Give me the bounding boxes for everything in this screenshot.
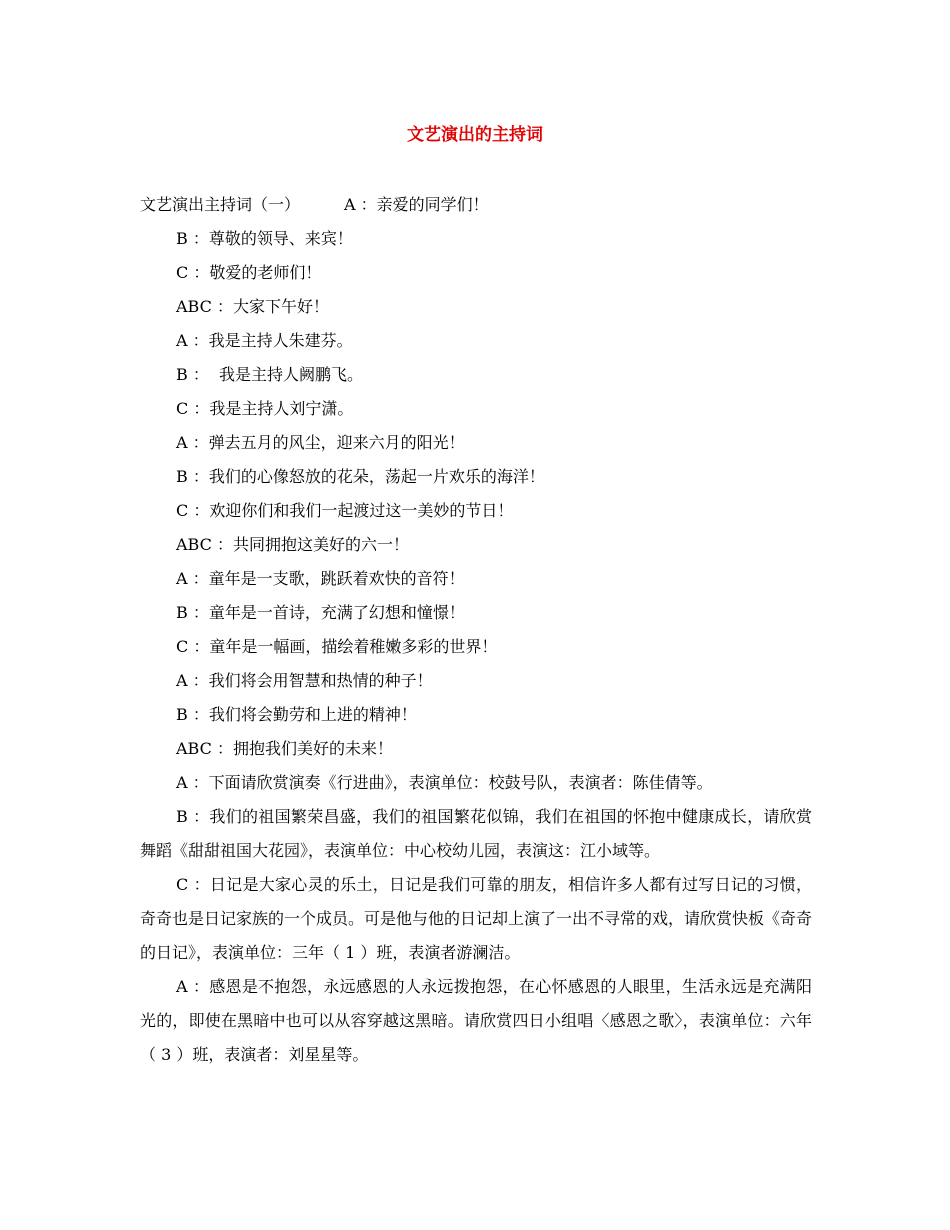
dialogue-line: C ：我是主持人刘宁潇。 xyxy=(176,399,354,418)
dialogue-line: B ：我们的心像怒放的花朵，荡起一片欢乐的海洋！ xyxy=(176,467,545,486)
first-line xyxy=(140,188,812,222)
dialogue-line: ABC ：共同拥抱这美好的六一！ xyxy=(176,535,409,554)
dialogue-line: B ： 我是主持人阙鹏飞。 xyxy=(176,365,364,384)
dialogue-line: B ：尊敬的领导、来宾！ xyxy=(176,229,353,248)
dialogue-paragraph: A ：感恩是不抱怨，永远感恩的人永远拨抱怨，在心怀感恩的人眼里，生活永远是充满阳光的，即使在黑暗中也可以从容穿越这黑暗。请欣赏四日小组唱〈感恩之歌〉，表演单位：六年（ 3 ）班，表演者：刘星星等。 xyxy=(140,977,812,1064)
dialogue-paragraph: B ：我们的祖国繁荣昌盛，我们的祖国繁花似锦，我们在祖国的怀抱中健康成长，请欣赏舞蹈《甜甜祖国大花园》，表演单位：中心校幼儿园，表演这：江小域等。 xyxy=(140,807,812,860)
dialogue-line: A ：下面请欣赏演奏《行进曲》，表演单位：校鼓号队，表演者：陈佳倩等。 xyxy=(176,773,713,792)
dialogue-line: A ：亲爱的同学们！ xyxy=(344,195,489,214)
dialogue-line: ABC ：拥抱我们美好的未来！ xyxy=(176,739,393,758)
dialogue-line: A ：弹去五月的风尘，迎来六月的阳光！ xyxy=(176,433,465,452)
dialogue-line: A ：童年是一支歌，跳跃着欢快的音符！ xyxy=(176,569,465,588)
dialogue-line: B ：我们将会勤劳和上进的精神！ xyxy=(176,705,417,724)
dialogue-line: B ：童年是一首诗，充满了幻想和憧憬！ xyxy=(176,603,465,622)
dialogue-line: C ：欢迎你们和我们一起渡过这一美妙的节日！ xyxy=(176,501,514,520)
document-title: 文艺演出的主持词 xyxy=(407,125,543,145)
dialogue-paragraph: C ：日记是大家心灵的乐土，日记是我们可靠的朋友，相信许多人都有过写日记的习惯，奇奇也是日记家族的一个成员。可是他与他的日记却上演了一出不寻常的戏，请欣赏快板《奇奇的日记》，表演单位：三年（ 1 ）班，表演者游澜洁。 xyxy=(140,875,813,962)
dialogue-line: A ：我是主持人朱建芬。 xyxy=(176,331,353,350)
dialogue-line: C ：敬爱的老师们！ xyxy=(176,263,322,282)
dialogue-line: A ：我们将会用智慧和热情的种子！ xyxy=(176,671,433,690)
dialogue-line: ABC ：大家下午好！ xyxy=(176,297,329,316)
section-heading: 文艺演出主持词（一） xyxy=(140,195,301,214)
document-body xyxy=(140,188,812,1072)
dialogue-line: C ：童年是一幅画，描绘着稚嫩多彩的世界！ xyxy=(176,637,498,656)
